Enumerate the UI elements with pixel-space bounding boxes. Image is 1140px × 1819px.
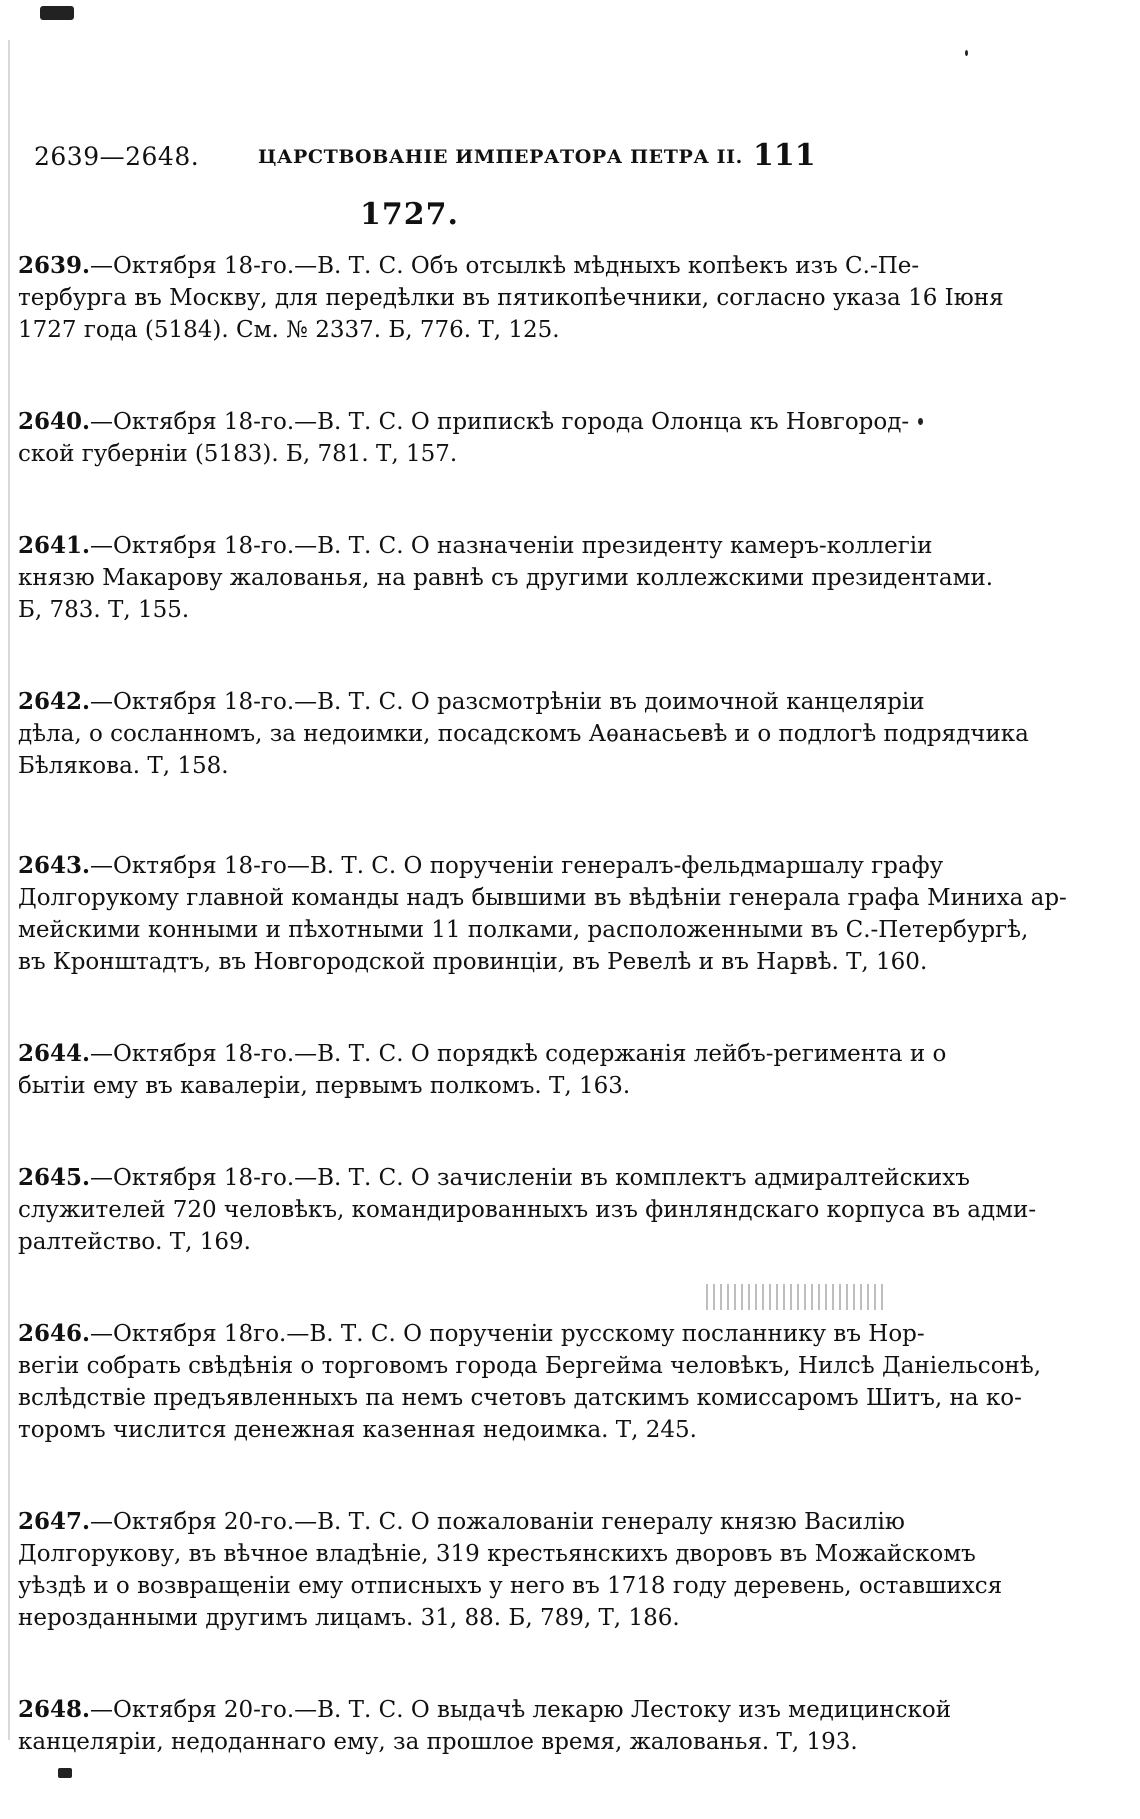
entry-line xyxy=(18,562,994,594)
entry-text: князю Макарову жалованья, на равнѣ съ другими коллежскими президентами. xyxy=(18,565,994,591)
entry-line xyxy=(18,1694,952,1726)
entry-line xyxy=(18,1538,976,1570)
entry-text: канцеляріи, недоданнаго ему, за прошлое время, жалованья. Т, 193. xyxy=(18,1729,858,1755)
entry-line xyxy=(18,1350,1042,1382)
entry-text: торомъ числится денежная казенная недоимка. Т, 245. xyxy=(18,1417,697,1443)
entry-text: 1727 года (5184). См. № 2337. Б, 776. Т, 125. xyxy=(18,317,560,343)
entry-text: служителей 720 человѣкъ, командированныхъ изъ финляндскаго корпуса въ адми- xyxy=(18,1197,1037,1223)
entry-line xyxy=(18,1318,925,1350)
running-title: ЦАРСТВОВАНІЕ ИМПЕРАТОРА ПЕТРА II. xyxy=(258,146,743,168)
scan-speck xyxy=(965,50,968,56)
entry-text: —Октября 18-го.—В. Т. С. О назначеніи президенту камеръ-коллегіи xyxy=(90,533,933,559)
entry-line xyxy=(18,314,878,346)
entry-number: 2640. xyxy=(18,408,91,435)
entry-line xyxy=(18,1162,970,1194)
entry-line xyxy=(18,686,925,718)
entry-text: ралтейство. Т, 169. xyxy=(18,1229,251,1255)
entry-line xyxy=(18,282,1004,314)
entry-line xyxy=(18,1070,878,1102)
scan-speck xyxy=(58,1768,72,1778)
scan-edge-shadow xyxy=(8,40,10,1740)
entry-text: —Октября 18-го—В. Т. С. О порученіи генералъ-фельдмаршалу графу xyxy=(90,853,944,879)
entry-2645 xyxy=(18,1162,1037,1258)
scan-blot xyxy=(40,6,74,20)
entry-line xyxy=(18,946,928,978)
entry-line xyxy=(18,250,920,282)
entry-line xyxy=(18,882,1067,914)
entry-text: бытіи ему въ кавалеріи, первымъ полкомъ. Т, 163. xyxy=(18,1073,631,1099)
entry-text: ской губерніи (5183). Б, 781. Т, 157. xyxy=(18,441,458,467)
entry-line xyxy=(18,850,944,882)
entry-line xyxy=(18,1726,878,1758)
entry-line xyxy=(18,718,1029,750)
entry-text: мейскими конными и пѣхотными 11 полками, расположенными въ С.-Петербургѣ, xyxy=(18,917,1029,943)
entry-text: Долгорукому главной команды надъ бывшими въ вѣдѣніи генерала графа Миниха ар- xyxy=(18,885,1067,911)
entry-number: 2648. xyxy=(18,1696,91,1723)
entry-text: вслѣдствіе предъявленныхъ па немъ счетовъ датскимъ комиссаромъ Шитъ, на ко- xyxy=(18,1385,1022,1411)
entry-line xyxy=(18,1038,947,1070)
page-number: 111 xyxy=(753,138,816,173)
entry-2641 xyxy=(18,530,994,626)
entry-text: въ Кронштадтъ, въ Новгородской провинціи, въ Ревелѣ и въ Нарвѣ. Т, 160. xyxy=(18,949,928,975)
entry-text: —Октября 18-го.—В. Т. С. О порядкѣ содержанія лейбъ-регимента и о xyxy=(90,1041,947,1067)
entry-line xyxy=(18,1506,905,1538)
entry-line xyxy=(18,1194,1037,1226)
entry-text: Б, 783. Т, 155. xyxy=(18,597,190,623)
entries-list xyxy=(18,250,1067,1758)
entry-text: тербурга въ Москву, для передѣлки въ пятикопѣечники, согласно указа 16 Іюня xyxy=(18,285,1004,311)
entry-2639 xyxy=(18,250,1004,346)
entry-2640 xyxy=(18,406,910,470)
entry-line xyxy=(18,1570,1003,1602)
entry-line xyxy=(18,1602,878,1634)
faded-stamp-mark xyxy=(706,1284,886,1310)
entry-number: 2645. xyxy=(18,1164,91,1191)
entry-line xyxy=(18,594,878,626)
entry-line xyxy=(18,438,878,470)
year-heading: 1727. xyxy=(360,197,459,232)
scan-speck xyxy=(918,418,923,425)
entry-text: уѣздѣ и о возвращеніи ему отписныхъ у него въ 1718 году деревень, оставшихся xyxy=(18,1573,1003,1599)
entry-2644 xyxy=(18,1038,947,1102)
entry-number: 2646. xyxy=(18,1320,91,1347)
entry-line xyxy=(18,914,1029,946)
entry-text: нерозданными другимъ лицамъ. 31, 88. Б, 789, Т, 186. xyxy=(18,1605,680,1631)
entry-line xyxy=(18,1226,878,1258)
entry-number: 2639. xyxy=(18,252,91,279)
entry-2646 xyxy=(18,1318,1042,1446)
entry-2643 xyxy=(18,850,1067,978)
running-head xyxy=(30,138,816,173)
entry-number: 2642. xyxy=(18,688,91,715)
entry-2642 xyxy=(18,686,1029,782)
entry-number: 2647. xyxy=(18,1508,91,1535)
entry-text: дѣла, о сосланномъ, за недоимки, посадскомъ Аѳанасьевѣ и о подлогѣ подрядчика xyxy=(18,721,1029,747)
entry-2648 xyxy=(18,1694,952,1758)
entry-text: —Октября 18-го.—В. Т. С. О зачисленіи въ комплектъ адмиралтейскихъ xyxy=(90,1165,970,1191)
entry-2647 xyxy=(18,1506,1003,1634)
entry-text: —Октября 18го.—В. Т. С. О порученіи русскому посланнику въ Нор- xyxy=(90,1321,925,1347)
entry-range: 2639—2648. xyxy=(34,142,200,171)
entry-text: —Октября 18-го.—В. Т. С. О разсмотрѣніи въ доимочной канцеляріи xyxy=(90,689,925,715)
entry-line xyxy=(18,750,878,782)
entry-line xyxy=(18,1382,1022,1414)
entry-number: 2641. xyxy=(18,532,91,559)
entry-line xyxy=(18,406,910,438)
entry-text: вегіи собрать свѣдѣнія о торговомъ города Бергейма человѣкъ, Нилсѣ Даніельсонѣ, xyxy=(18,1353,1042,1379)
entry-line xyxy=(18,1414,878,1446)
entry-number: 2644. xyxy=(18,1040,91,1067)
entry-text: —Октября 20-го.—В. Т. С. О выдачѣ лекарю Лестоку изъ медицинской xyxy=(90,1697,952,1723)
entry-text: —Октября 20-го.—В. Т. С. О пожалованіи генералу князю Василію xyxy=(90,1509,905,1535)
entry-text: Долгорукову, въ вѣчное владѣніе, 319 крестьянскихъ дворовъ въ Можайскомъ xyxy=(18,1541,976,1567)
entry-text: —Октября 18-го.—В. Т. С. Объ отсылкѣ мѣдныхъ копѣекъ изъ С.-Пе- xyxy=(90,253,920,279)
entry-text: —Октября 18-го.—В. Т. С. О припискѣ города Олонца къ Новгород- xyxy=(90,409,910,435)
entry-text: Бѣлякова. Т, 158. xyxy=(18,753,229,779)
entry-line xyxy=(18,530,933,562)
entry-number: 2643. xyxy=(18,852,91,879)
